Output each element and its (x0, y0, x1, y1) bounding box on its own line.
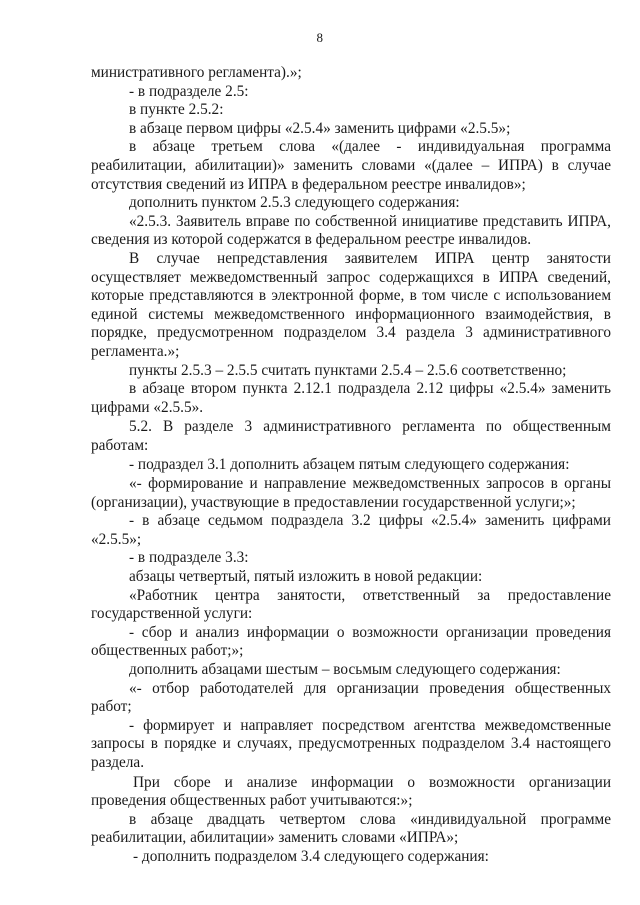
paragraph: - в абзаце седьмом подраздела 3.2 цифры «2.5.4» заменить цифрами «2.5.5»; (91, 512, 611, 548)
paragraph: - в подразделе 3.3: (129, 549, 249, 567)
paragraph: в абзаце третьем слова «(далее - индивидуальная программа реабилитации, абилитации)» заменить словами «(далее – ИПРА) в случае отсутствия сведений из ИПРА в федеральном реестре инвалидов»; (91, 138, 611, 193)
paragraph: При сборе и анализе информации о возможности организации проведения общественных работ учитываются:»; (91, 773, 611, 810)
paragraph: - формирует и направляет посредством агентства межведомственные запросы в порядке и случаях, предусмотренных подразделом 3.4 настоящего раздела. (91, 716, 611, 771)
paragraph: в пункте 2.5.2: (129, 101, 224, 119)
paragraph: - сбор и анализ информации о возможности организации проведения общественных работ;»; (91, 623, 611, 660)
paragraph: «- отбор работодателей для организации проведения общественных работ; (91, 679, 611, 716)
paragraph: абзацы четвертый, пятый изложить в новой редакции: (129, 568, 483, 586)
page-number: 8 (316, 30, 324, 45)
paragraph: в абзаце втором пункта 2.12.1 подраздела 2.12 цифры «2.5.4» заменить цифрами «2.5.5». (91, 380, 611, 416)
paragraph: «- формирование и направление межведомственных запросов в органы (организации), участвующие в предоставлении государственной услуги;»; (91, 475, 611, 511)
paragraph: министративного регламента).»; (91, 64, 302, 81)
paragraph: - подраздел 3.1 дополнить абзацем пятым следующего содержания: (129, 456, 570, 474)
paragraph: - дополнить подразделом 3.4 следующего содержания: (133, 847, 489, 865)
paragraph: В случае непредставления заявителем ИПРА центр занятости осуществляет межведомственный запрос содержащихся в ИПРА сведений, которые представляются в электронной форме, в том числе с использованием единой системы межведомственного информационного взаимодействия, в порядке, предусмотренном подразделом 3.4 раздела 3 административного регламента.»; (91, 249, 611, 360)
paragraph: «2.5.3. Заявитель вправе по собственной инициативе представить ИПРА, сведения из которой содержатся в федеральном реестре инвалидов. (91, 212, 611, 249)
paragraph: пункты 2.5.3 – 2.5.5 считать пунктами 2.5.4 – 2.5.6 соответственно; (129, 361, 567, 379)
paragraph: 5.2. В разделе 3 административного регламента по общественным работам: (91, 418, 611, 454)
paragraph: в абзаце двадцать четвертом слова «индивидуальной программе реабилитации, абилитации» заменить словами «ИПРА»; (91, 810, 611, 847)
paragraph: дополнить пунктом 2.5.3 следующего содержания: (129, 194, 460, 212)
paragraph: дополнить абзацами шестым – восьмым следующего содержания: (129, 661, 561, 678)
paragraph: «Работник центра занятости, ответственный за предоставление государственной услуги: (91, 586, 611, 623)
paragraph: в абзаце первом цифры «2.5.4» заменить цифрами «2.5.5»; (129, 119, 511, 137)
document-body (91, 64, 611, 867)
paragraph: - в подразделе 2.5: (129, 82, 249, 100)
